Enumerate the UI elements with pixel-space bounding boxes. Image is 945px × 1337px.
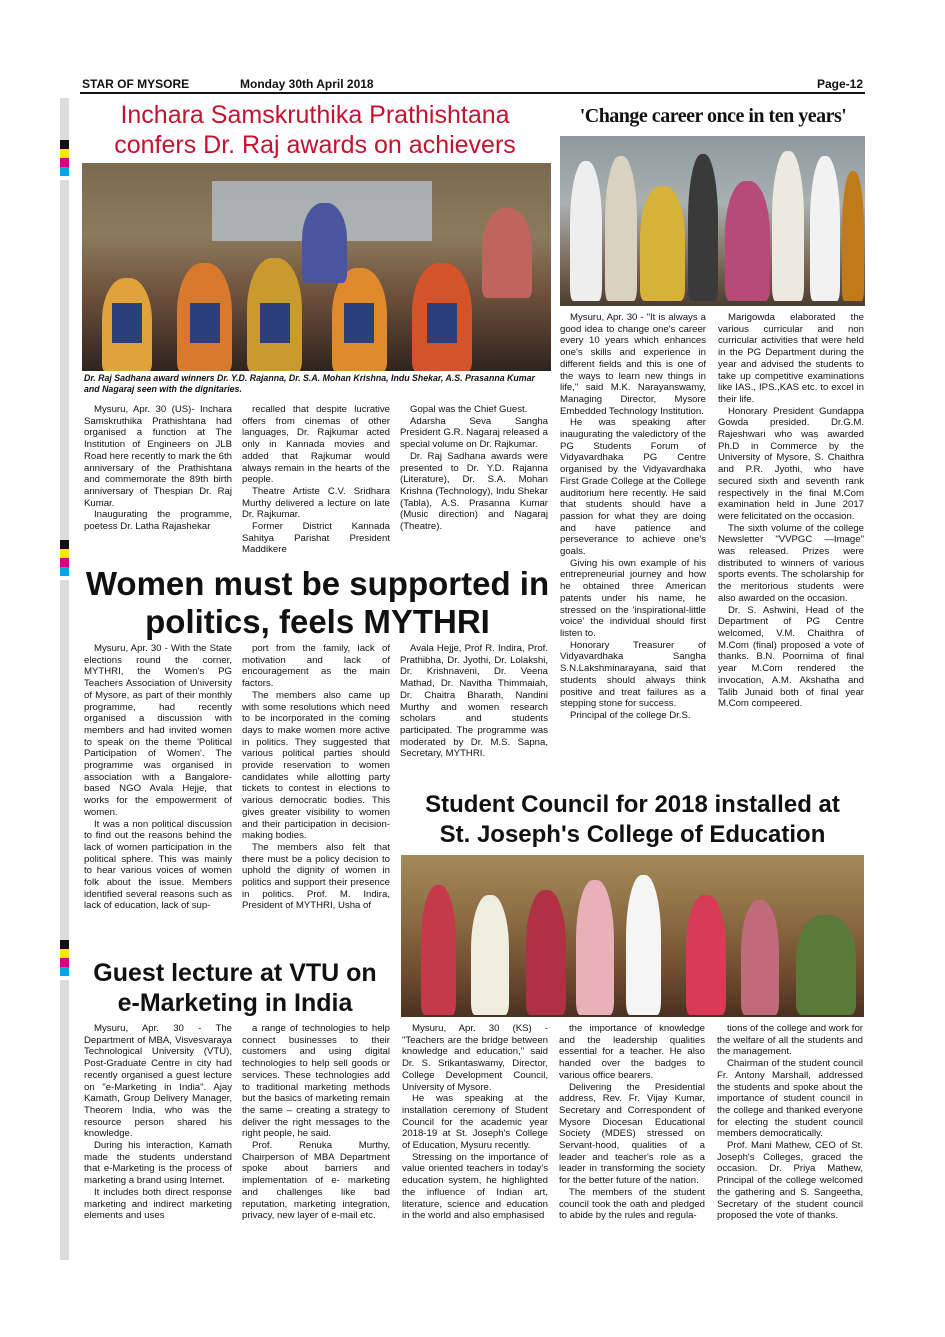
article1-paragraph: Inaugurating the programme, poetess Dr. Latha Rajashekar (84, 509, 232, 533)
article1-paragraph: Dr. Raj Sadhana awards were presented to Dr. Y.D. Rajanna (Literature), Dr. S.A. Mohan Krishna (Technology), Indu Shekar (Tabla), A.S. Prasanna Kumar (Music direction) and Nagaraj (Theatre). (400, 450, 548, 533)
registration-marks-bottom (60, 940, 69, 976)
article4-headline-line1: Student Council for 2018 installed at (425, 791, 840, 818)
award-photo-caption: Dr. Raj Sadhana award winners Dr. Y.D. Rajanna, Dr. S.A. Mohan Krishna, Indu Shekar, A.S. Prasanna Kumar and Nagaraj seen with the dignitaries. (84, 373, 535, 394)
article5-headline (80, 958, 390, 1018)
margin-gray-bar (60, 98, 69, 140)
header-rule (80, 92, 865, 94)
article3-paragraph: port from the family, lack of motivation and lack of encouragement as the main factors. (242, 643, 390, 690)
article5-paragraph: Mysuru, Apr. 30 - The Department of MBA, Visvesvaraya Technological University (VTU), Post-Graduate Centre in city had recently organised a guest lecture on "e-Marketing in India". Ajay Kamath, Group Delivery Manager, Theorem India, who was the resource person shared his knowledge. (84, 1023, 232, 1140)
article5-headline-line2: e-Marketing in India (117, 989, 353, 1017)
publication-name: STAR OF MYSORE (82, 77, 190, 91)
issue-date: Monday 30th April 2018 (240, 77, 374, 91)
article4-paragraph: The members of the student council took the oath and pledged to abide by the rules and regula- (559, 1186, 705, 1222)
article2-paragraph: He was speaking after inaugurating the valedictory of the PG Students Forum of Vidyavardhaka PG Centre organised by the Vidyavardhaka First Grade College at the College auditorium here recently. He said that students should have a passion for what they are doing and have patience and perseverance to achieve one's goals. (560, 417, 706, 558)
article1-paragraph: Mysuru, Apr. 30 (US)- Inchara Samskruthika Prathishtana had organised a function at The Institution of Engineers on JLB Road here recently to mark the 6th anniversary of the Prathishtana and commemorate the 89th birth anniversary of Thespian Dr. Raj Kumar. (84, 404, 232, 509)
margin-gray-bar (60, 980, 69, 1260)
article2-paragraph: Dr. S. Ashwini, Head of the Department of PG Centre welcomed, V.M. Chaithra of M.Com (final) proposed a vote of thanks. B.N. Poornima of final year M.Com rendered the invocation, A.M. Akshatha and Talib Junaid both of final year M.Com compeered. (718, 604, 864, 710)
article2-paragraph: Giving his own example of his entrepreneurial journey and how he obtained three American patents under his name, he stressed on the 'inspirational-little voice' the individual should first listen to. (560, 557, 706, 639)
article2-paragraph: Honorary President Gundappa Gowda presided. Dr.G.M. Rajeshwari who was awarded Ph.D in Commerce by the University of Mysore, S. Chaithra and P.R. Jyothi, who have secured sixth and seventh rank respectively in the final M.Com examination held in June 2017 were felicitated on the occasion. (718, 405, 864, 522)
article3-paragraph: The members also felt that there must be a policy decision to uphold the dignity of women in politics and support their presence in politics. Prof. M. Indira, President of MYTHRI, Usha of (242, 841, 390, 912)
article1-column-2 (242, 404, 390, 556)
article4-paragraph: tions of the college and work for the welfare of all the students and the management. (717, 1023, 863, 1058)
article1-headline-line1: Inchara Samskruthika Prathishtana (120, 101, 510, 129)
article4-paragraph: the importance of knowledge and the leadership qualities essential for a teacher. He also handed over the badges to various office bearers. (559, 1023, 705, 1081)
student-council-photo (401, 855, 864, 1017)
margin-gray-bar (60, 580, 69, 940)
article4-headline (400, 790, 865, 850)
article1-headline (80, 100, 550, 160)
page-number: Page-12 (816, 77, 863, 91)
article4-column-2 (559, 1023, 705, 1222)
article5-paragraph: Prof. Renuka Murthy, Chairperson of MBA Department spoke about barriers and implementation of e- marketing and challenges like bad reputation, marketing integration, privacy, new layer of e-mail etc. (242, 1140, 390, 1222)
article1-paragraph: Theatre Artiste C.V. Sridhara Murthy delivered a lecture on late Dr. Rajkumar. (242, 485, 390, 521)
article2-paragraph: Principal of the college Dr.S. (570, 709, 691, 721)
article3-column-3 (400, 643, 548, 760)
article3-headline-line1: Women must be supported in (85, 565, 550, 602)
article3-column-1 (84, 643, 232, 912)
article4-paragraph: Stressing on the importance of value oriented teachers in today's education system, he highlighted the influence of Indian art, literature, science and education in the world and also emphasised (402, 1151, 548, 1222)
article4-paragraph: Delivering the Presidential address, Rev. Fr. Vijay Kumar, Secretary and Correspondent of Mysore Diocesan Educational Society (MDES) stressed on Servant-hood, qualities of a leader and teacher's role as a leader in transforming the society for the better future of the nation. (559, 1081, 705, 1187)
article2-column-1 (560, 312, 706, 722)
article2-paragraph: The sixth volume of the college Newsletter "VVPGC —Image" was released. Prizes were distributed to winners of various sports events. The scholarship for the meritorious students were also awarded on the occasion. (718, 522, 864, 604)
article3-headline (80, 565, 555, 641)
article1-column-3 (400, 404, 548, 533)
article3-column-2 (242, 643, 390, 912)
article4-paragraph: Prof. Mani Mathew, CEO of St. Joseph's Colleges, graced the occasion. Dr. Priya Mathew, Principal of the college welcomed the gathering and S. Sangeetha, Secretary of the student council proposed the vote of thanks. (717, 1140, 863, 1222)
article1-column-1 (84, 404, 232, 533)
article5-paragraph: a range of technologies to help connect businesses to their customers and using digital technologies to help sell goods or services. These technologies add to traditional marketing methods but the basics of marketing remain the same – creating a strategy to deliver the right messages to the right people, he said. (242, 1023, 390, 1140)
award-ceremony-photo (82, 163, 551, 371)
article5-paragraph: During his interaction, Kamath made the students understand that e-Marketing is the process of marketing a brand using Internet. (84, 1140, 232, 1187)
article5-paragraph: It includes both direct response marketing and indirect marketing elements and uses (84, 1186, 232, 1222)
article3-paragraph: Avala Hejje, Prof R. Indira, Prof. Prathibha, Dr. Jyothi, Dr. Lolakshi, Dr. Krishnaveni, Dr. Veena Mathad, Dr. Navitha Thimmaiah, Dr. Chaitra Bharath, Nandini Murthy and women research scholars and students participated. The programme was moderated by Dr. M.S. Sapna, Secretary, MYTHRI. (400, 643, 548, 760)
article3-paragraph: The members also came up with some resolutions which need to be incorporated in the coming days to make women more active in politics. They suggested that various political parties should provide reservation to women candidates while allotting party tickets to contest in elections to various democratic bodies. This gives greater visibility to women and their participation in decision-making bodies. (242, 689, 390, 842)
article4-paragraph: He was speaking at the installation ceremony of Student Council for the academic year 2018-19 at St. Joseph's College of Education, Mysuru recently. (402, 1093, 548, 1152)
article2-paragraph: Marigowda elaborated the various curricular and non curricular activities that were held in the PG Department during the year and advised the students to take up competitive examinations like IAS., IPS.,KAS etc. to excel in their life. (718, 312, 864, 405)
article4-paragraph: Mysuru, Apr. 30 (KS) - "Teachers are the bridge between knowledge and education," said Dr. S. Srikantaswamy, Director, College Development Council, University of Mysore. (402, 1023, 548, 1093)
article1-paragraph: recalled that despite lucrative offers from cinemas of other languages, Dr. Rajkumar acted only in Kannada movies and added that Rajkumar would always remain in the hearts of the people. (242, 404, 390, 486)
article1-headline-line2: confers Dr. Raj awards on achievers (114, 131, 516, 159)
article4-paragraph: Chairman of the student council Fr. Antony Marshall, addressed the students and spoke about the importance of student council in the college and thanked everyone for electing the student council members democratically. (717, 1058, 863, 1140)
article4-column-3 (717, 1023, 863, 1222)
article2-paragraph: Mysuru, Apr. 30 - "It is always a good idea to change one's career every 10 years which enhances one's skills and experience in different fields and this is one of the ways to learn new things in life," said M.K. Narayanswamy, Managing Director, Mysore Embedded Technology Institution. (560, 312, 706, 417)
article5-column-1 (84, 1023, 232, 1222)
article2-paragraph: Honorary Treasurer of Vidyavardhaka Sangha S.N.Lakshminarayana, said that students should always think positive and treat failures as a stepping stone for success. (560, 639, 706, 710)
article4-column-1 (402, 1023, 548, 1222)
article2-column-2 (718, 312, 864, 710)
valedictory-photo (560, 136, 865, 306)
article1-paragraph: Gopal was the Chief Guest. (410, 404, 528, 415)
registration-marks-top (60, 140, 69, 176)
article3-paragraph: It was a non political discussion to find out the reasons behind the lack of women participation in the political sphere. This was mainly to hear various voices of women folk about the issue. Members identified several reasons such as lack of education, lack of sup- (84, 818, 232, 912)
article2-headline: 'Change career once in ten years' (579, 105, 847, 127)
article5-column-2 (242, 1023, 390, 1222)
article5-headline-line1: Guest lecture at VTU on (93, 959, 377, 987)
article1-paragraph: Adarsha Seva Sangha President G.R. Nagaraj released a special volume on Dr. Rajkumar. (400, 415, 548, 451)
article3-headline-line2: politics, feels MYTHRI (145, 603, 490, 640)
registration-marks-middle (60, 540, 69, 576)
margin-gray-bar (60, 180, 69, 540)
article3-paragraph: Mysuru, Apr. 30 - With the State elections round the corner, MYTHRI, the Women's PG Teachers Association of University of Mysore, as part of their monthly programme, had recently organised a discussion with members and had invited women to speak on the theme 'Political Participation of Women'. The programme was organised in association with a Bangalore-based NGO Avala Hejje, that works for the empowerment of women. (84, 643, 232, 818)
article4-headline-line2: St. Joseph's College of Education (439, 821, 826, 848)
article1-paragraph: Former District Kannada Sahitya Parishat President Maddikere (242, 521, 390, 556)
